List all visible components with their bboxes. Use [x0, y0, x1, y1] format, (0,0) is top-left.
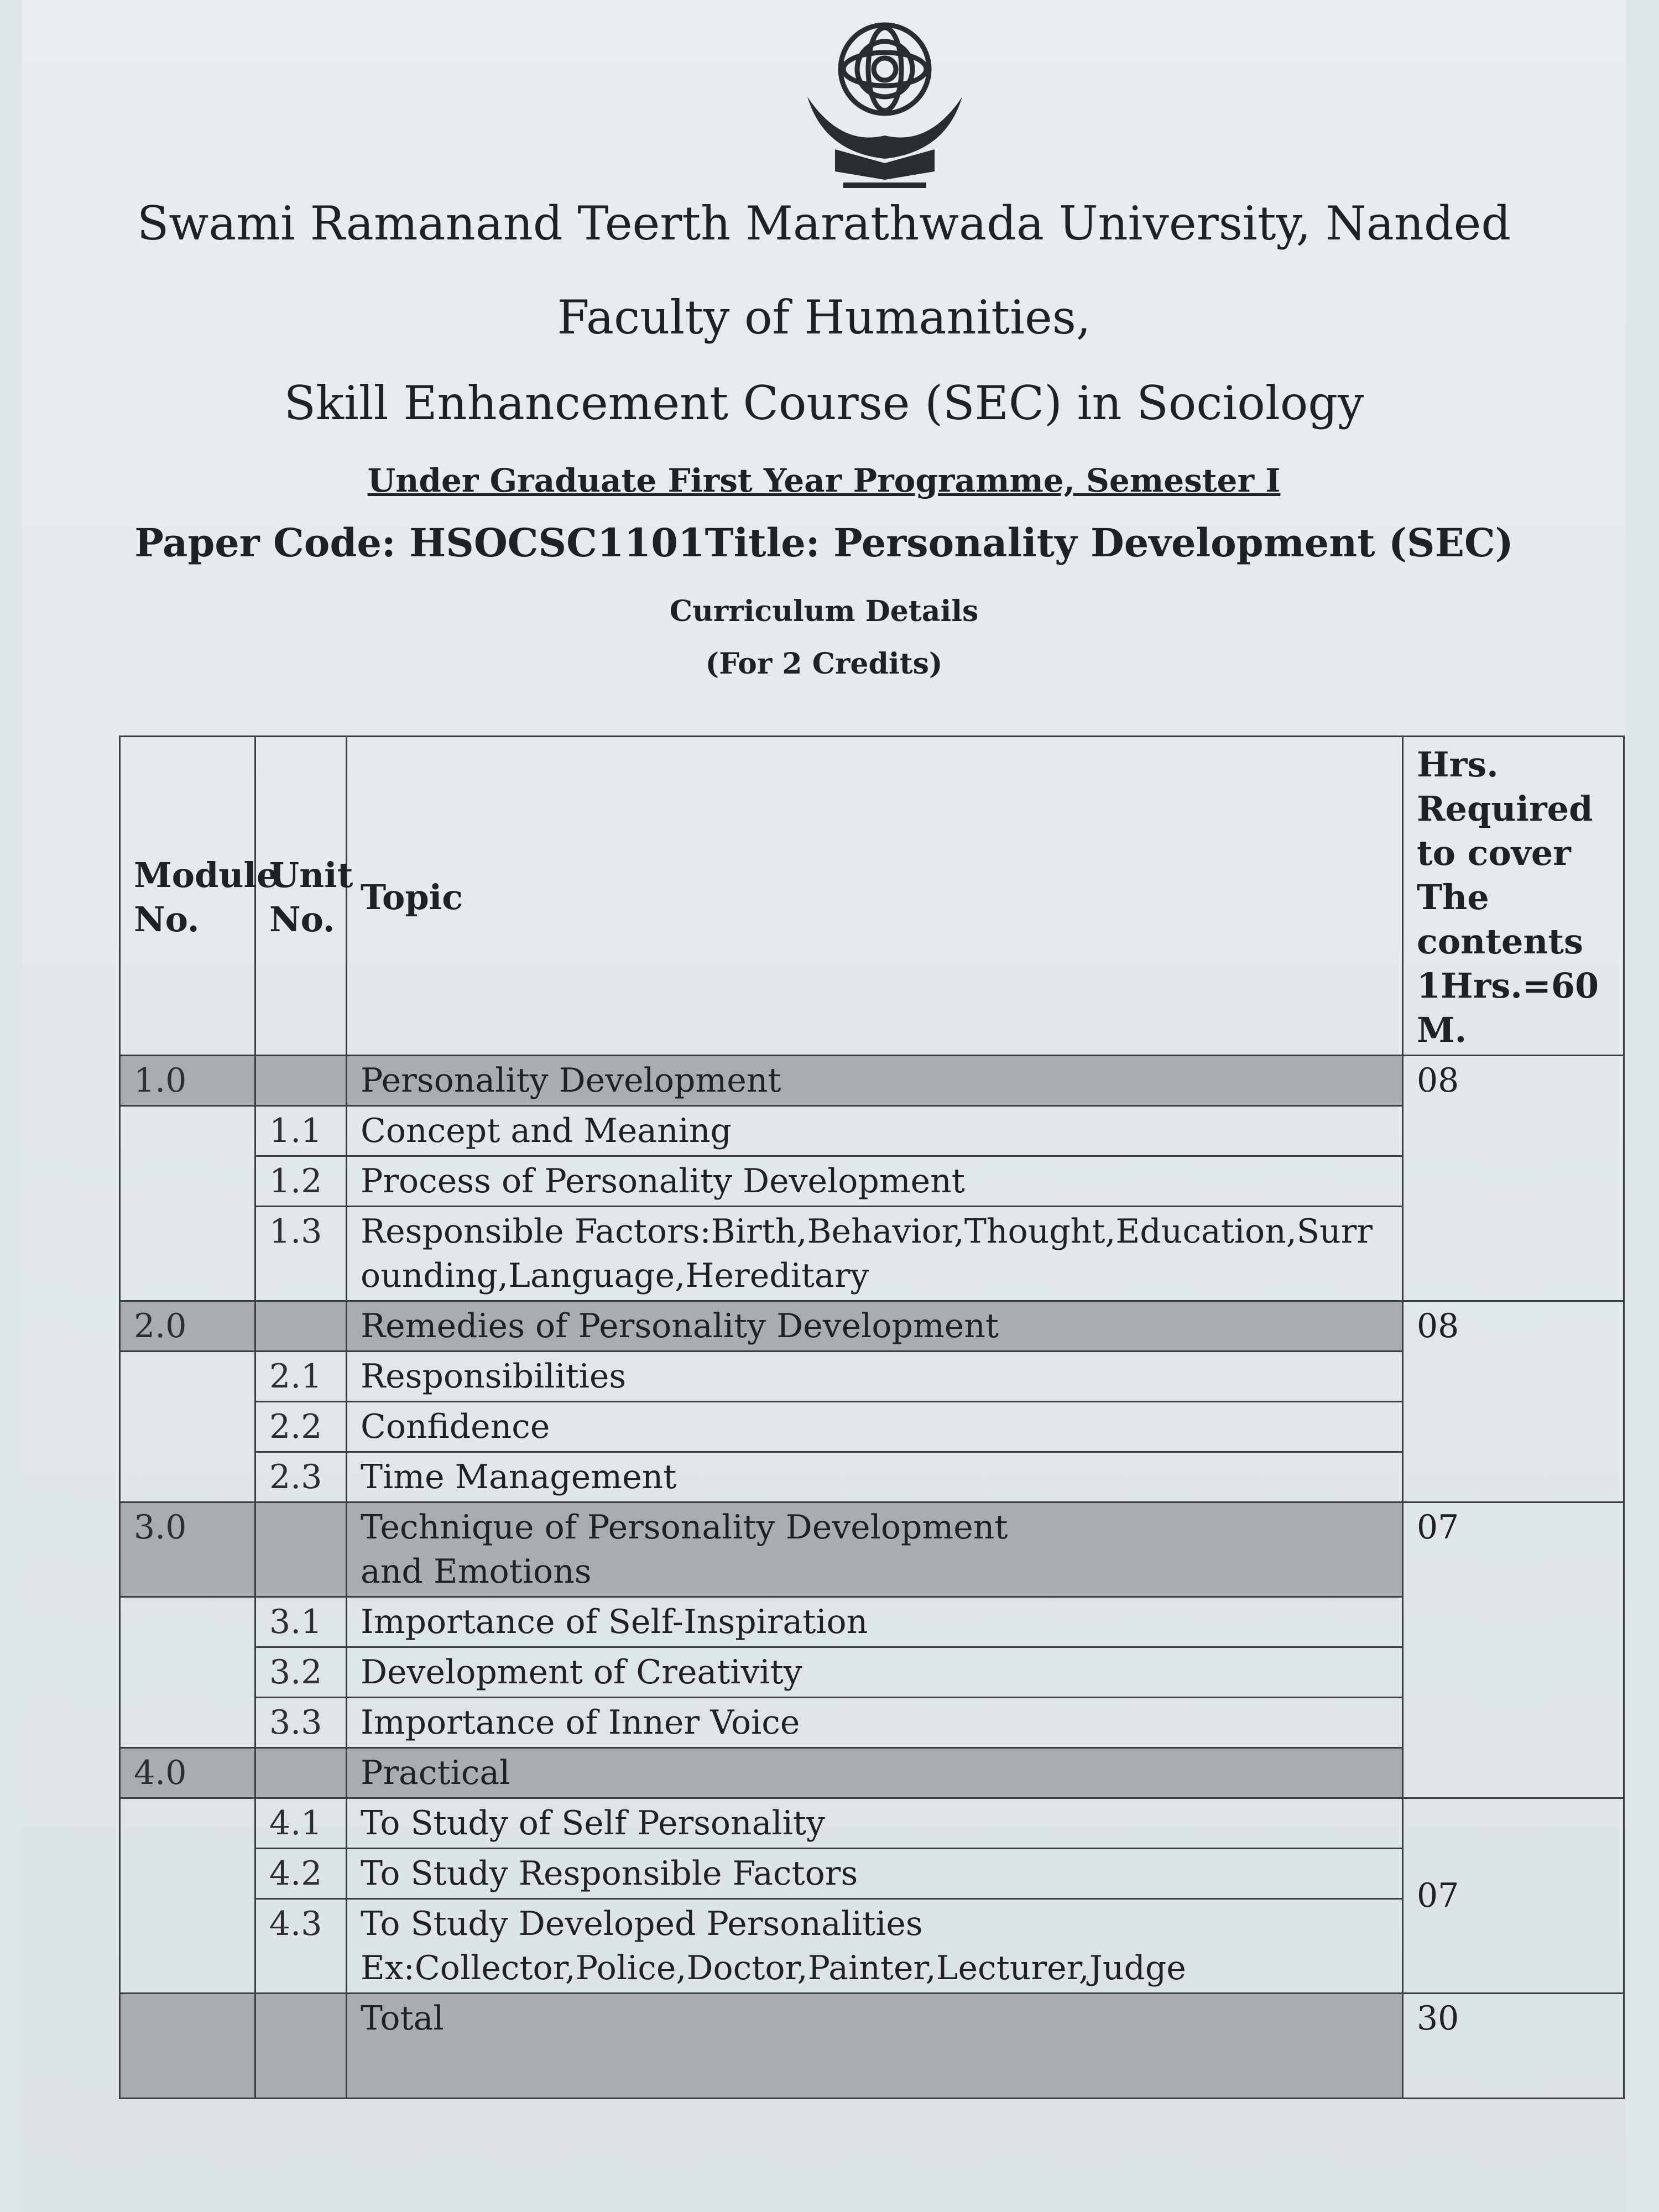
unit-no: 4.3 [255, 1899, 347, 1994]
module-title: Practical [347, 1748, 1403, 1798]
university-name: Swami Ramanand Teerth Marathwada University, Nanded [137, 196, 1511, 251]
module-title: Personality Development [347, 1056, 1403, 1106]
table-row [120, 1748, 1624, 1798]
total-label: Total [347, 1994, 1403, 2099]
curriculum-table [119, 735, 1625, 2099]
total-module-empty [120, 1994, 255, 2099]
unit-no: 2.1 [255, 1352, 347, 1402]
unit-topic: Confidence [347, 1402, 1403, 1452]
table-row [120, 1503, 1624, 1597]
unit-topic: Responsibilities [347, 1352, 1403, 1402]
table-row [120, 1798, 1624, 1849]
unit-no: 2.3 [255, 1452, 347, 1503]
header-module-no: Module No. [120, 737, 255, 1056]
unit-no-empty [255, 1748, 347, 1798]
unit-topic: Development of Creativity [347, 1647, 1403, 1698]
header-unit-no: Unit No. [255, 737, 347, 1056]
table-header-row [120, 737, 1624, 1056]
table-row [120, 1452, 1624, 1503]
module-no: 4.0 [120, 1748, 255, 1798]
unit-no: 3.2 [255, 1647, 347, 1698]
table-row [120, 1352, 1624, 1402]
unit-topic: Responsible Factors:Birth,Behavior,Thought,Education,Surrounding,Language,Hereditary [347, 1207, 1403, 1301]
table-row [120, 1156, 1624, 1207]
total-hours: 30 [1403, 1994, 1624, 2099]
module-no-empty [120, 1597, 255, 1748]
table-row [120, 1647, 1624, 1698]
unit-no: 3.3 [255, 1698, 347, 1748]
total-unit-empty [255, 1994, 347, 2099]
table-row [120, 1402, 1624, 1452]
unit-topic: Concept and Meaning [347, 1106, 1403, 1156]
unit-topic: Process of Personality Development [347, 1156, 1403, 1207]
unit-no: 2.2 [255, 1402, 347, 1452]
paper-code-title: Paper Code: HSOCSC1101Title: Personality Development (SEC) [134, 520, 1514, 566]
module-hours: 07 [1403, 1503, 1624, 1798]
table-row [120, 1056, 1624, 1106]
faculty-name: Faculty of Humanities, [557, 290, 1091, 345]
unit-no: 3.1 [255, 1597, 347, 1647]
table-row [120, 1698, 1624, 1748]
university-emblem-icon [796, 14, 973, 196]
course-title: Skill Enhancement Course (SEC) in Sociology [284, 376, 1364, 430]
unit-topic: To Study Responsible Factors [347, 1849, 1403, 1899]
unit-no: 1.2 [255, 1156, 347, 1207]
unit-topic: To Study of Self Personality [347, 1798, 1403, 1849]
module-no: 3.0 [120, 1503, 255, 1597]
unit-topic: Importance of Self-Inspiration [347, 1597, 1403, 1647]
unit-no: 1.3 [255, 1207, 347, 1301]
module-no: 2.0 [120, 1301, 255, 1352]
module-no-empty [120, 1352, 255, 1503]
unit-no: 1.1 [255, 1106, 347, 1156]
table-row [120, 1597, 1624, 1647]
header-hours: Hrs. Required to cover The contents 1Hrs.=60 M. [1403, 737, 1624, 1056]
header-topic: Topic [347, 737, 1403, 1056]
table-row [120, 1899, 1624, 1994]
unit-topic: To Study Developed Personalities Ex:Collector,Police,Doctor,Painter,Lecturer,Judge [347, 1899, 1403, 1994]
module-hours: 08 [1403, 1056, 1624, 1301]
unit-topic: Time Management [347, 1452, 1403, 1503]
curriculum-heading: Curriculum Details [669, 594, 979, 628]
module-hours: 08 [1403, 1301, 1624, 1503]
unit-no: 4.2 [255, 1849, 347, 1899]
module-no-empty [120, 1106, 255, 1301]
credits-note: (For 2 Credits) [705, 647, 943, 681]
module-title: Technique of Personality Development and Emotions [347, 1503, 1403, 1597]
total-row [120, 1994, 1624, 2099]
module-hours: 07 [1403, 1798, 1624, 1994]
unit-no-empty [255, 1503, 347, 1597]
module-no: 1.0 [120, 1056, 255, 1106]
unit-topic: Importance of Inner Voice [347, 1698, 1403, 1748]
module-no-empty [120, 1798, 255, 1994]
document-page [22, 0, 1626, 2212]
unit-no: 4.1 [255, 1798, 347, 1849]
module-title: Remedies of Personality Development [347, 1301, 1403, 1352]
table-row [120, 1849, 1624, 1899]
table-row [120, 1106, 1624, 1156]
table-row [120, 1207, 1624, 1301]
programme-title: Under Graduate First Year Programme, Semester I [367, 462, 1281, 499]
unit-no-empty [255, 1301, 347, 1352]
table-row [120, 1301, 1624, 1352]
unit-no-empty [255, 1056, 347, 1106]
